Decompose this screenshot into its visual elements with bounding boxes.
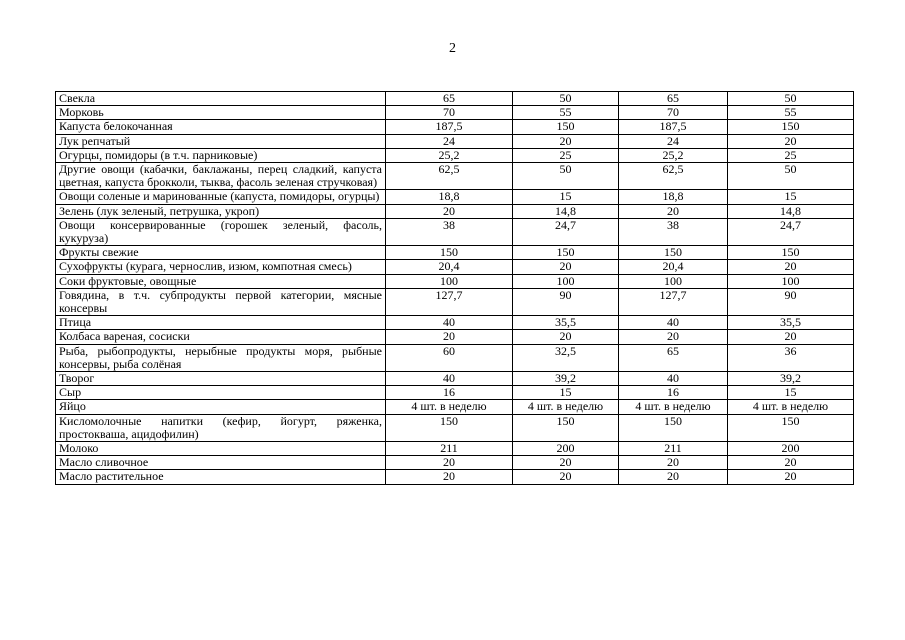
- norm-value-cell: 100: [513, 274, 619, 288]
- norm-value-cell: 20: [513, 456, 619, 470]
- norm-value-cell: 150: [728, 414, 854, 441]
- table-row: [56, 442, 854, 456]
- norm-value-cell: 65: [619, 92, 728, 106]
- norm-value-cell: 150: [386, 414, 513, 441]
- norm-value-cell: 90: [513, 288, 619, 315]
- norm-value-cell: 20: [728, 330, 854, 344]
- table-row: [56, 372, 854, 386]
- norm-value-cell: 4 шт. в неделю: [386, 400, 513, 414]
- norm-value-cell: 20: [513, 260, 619, 274]
- norm-value-cell: 127,7: [619, 288, 728, 315]
- norm-value-cell: 15: [728, 386, 854, 400]
- table-row: [56, 316, 854, 330]
- norm-value-cell: 211: [619, 442, 728, 456]
- product-name-cell: Овощи консервированные (горошек зеленый, фасоль, кукуруза): [56, 218, 386, 245]
- page-number: 2: [449, 41, 456, 56]
- table-row: [56, 400, 854, 414]
- norm-value-cell: 20: [386, 330, 513, 344]
- norm-value-cell: 39,2: [513, 372, 619, 386]
- table-row: [56, 204, 854, 218]
- norm-value-cell: 20: [513, 134, 619, 148]
- table-row: [56, 414, 854, 441]
- product-name-cell: Говядина, в т.ч. субпродукты первой категории, мясные консервы: [56, 288, 386, 315]
- table-row: [56, 344, 854, 371]
- product-name-cell: Творог: [56, 372, 386, 386]
- table-row: [56, 218, 854, 245]
- product-name-cell: Масло растительное: [56, 470, 386, 484]
- norm-value-cell: 38: [619, 218, 728, 245]
- norm-value-cell: 24: [619, 134, 728, 148]
- norm-value-cell: 100: [619, 274, 728, 288]
- norm-value-cell: 187,5: [386, 120, 513, 134]
- norm-value-cell: 40: [386, 372, 513, 386]
- norm-value-cell: 150: [728, 246, 854, 260]
- norm-value-cell: 24,7: [728, 218, 854, 245]
- norm-value-cell: 16: [619, 386, 728, 400]
- norm-value-cell: 20: [728, 134, 854, 148]
- norm-value-cell: 4 шт. в неделю: [728, 400, 854, 414]
- product-name-cell: Колбаса вареная, сосиски: [56, 330, 386, 344]
- food-norms-table: [55, 91, 854, 485]
- table-row: [56, 456, 854, 470]
- norm-value-cell: 20: [513, 470, 619, 484]
- norm-value-cell: 18,8: [386, 190, 513, 204]
- norm-value-cell: 20: [728, 456, 854, 470]
- norm-value-cell: 39,2: [728, 372, 854, 386]
- norm-value-cell: 14,8: [513, 204, 619, 218]
- product-name-cell: Овощи соленые и маринованные (капуста, помидоры, огурцы): [56, 190, 386, 204]
- norm-value-cell: 32,5: [513, 344, 619, 371]
- norm-value-cell: 150: [619, 414, 728, 441]
- product-name-cell: Фрукты свежие: [56, 246, 386, 260]
- table-row: [56, 330, 854, 344]
- table-row: [56, 163, 854, 190]
- norm-value-cell: 36: [728, 344, 854, 371]
- norm-value-cell: 20,4: [386, 260, 513, 274]
- norm-value-cell: 200: [728, 442, 854, 456]
- product-name-cell: Сыр: [56, 386, 386, 400]
- norm-value-cell: 50: [513, 92, 619, 106]
- norm-value-cell: 20: [386, 456, 513, 470]
- table-row: [56, 134, 854, 148]
- norm-value-cell: 62,5: [386, 163, 513, 190]
- norm-value-cell: 150: [619, 246, 728, 260]
- norm-value-cell: 40: [619, 372, 728, 386]
- norm-value-cell: 35,5: [728, 316, 854, 330]
- norm-value-cell: 40: [619, 316, 728, 330]
- norm-value-cell: 25,2: [386, 148, 513, 162]
- product-name-cell: Кисломолочные напитки (кефир, йогурт, ряженка, простокваша, ацидофилин): [56, 414, 386, 441]
- norm-value-cell: 65: [619, 344, 728, 371]
- norm-value-cell: 20: [619, 204, 728, 218]
- norm-value-cell: 100: [728, 274, 854, 288]
- norm-value-cell: 20: [728, 470, 854, 484]
- table-body: [56, 92, 854, 485]
- product-name-cell: Соки фруктовые, овощные: [56, 274, 386, 288]
- norm-value-cell: 20: [619, 470, 728, 484]
- norm-value-cell: 50: [728, 92, 854, 106]
- norm-value-cell: 15: [513, 386, 619, 400]
- norm-value-cell: 20,4: [619, 260, 728, 274]
- norm-value-cell: 150: [513, 246, 619, 260]
- norm-value-cell: 25: [728, 148, 854, 162]
- norm-value-cell: 15: [513, 190, 619, 204]
- norm-value-cell: 20: [619, 456, 728, 470]
- norm-value-cell: 150: [386, 246, 513, 260]
- norm-value-cell: 38: [386, 218, 513, 245]
- product-name-cell: Яйцо: [56, 400, 386, 414]
- product-name-cell: Рыба, рыбопродукты, нерыбные продукты моря, рыбные консервы, рыба солёная: [56, 344, 386, 371]
- norm-value-cell: 150: [728, 120, 854, 134]
- product-name-cell: Птица: [56, 316, 386, 330]
- product-name-cell: Свекла: [56, 92, 386, 106]
- norm-value-cell: 16: [386, 386, 513, 400]
- table-row: [56, 120, 854, 134]
- table-row: [56, 190, 854, 204]
- norm-value-cell: 20: [386, 470, 513, 484]
- norm-value-cell: 50: [728, 163, 854, 190]
- table-row: [56, 148, 854, 162]
- norm-value-cell: 150: [513, 120, 619, 134]
- norm-value-cell: 20: [386, 204, 513, 218]
- norm-value-cell: 40: [386, 316, 513, 330]
- norm-value-cell: 70: [386, 106, 513, 120]
- product-name-cell: Зелень (лук зеленый, петрушка, укроп): [56, 204, 386, 218]
- table-row: [56, 92, 854, 106]
- norm-value-cell: 24,7: [513, 218, 619, 245]
- norm-value-cell: 100: [386, 274, 513, 288]
- norm-value-cell: 35,5: [513, 316, 619, 330]
- product-name-cell: Другие овощи (кабачки, баклажаны, перец сладкий, капуста цветная, капуста брокколи, тыква, фасоль зеленая стручковая): [56, 163, 386, 190]
- norm-value-cell: 211: [386, 442, 513, 456]
- product-name-cell: Морковь: [56, 106, 386, 120]
- table-row: [56, 274, 854, 288]
- norm-value-cell: 20: [619, 330, 728, 344]
- product-name-cell: Огурцы, помидоры (в т.ч. парниковые): [56, 148, 386, 162]
- norm-value-cell: 20: [728, 260, 854, 274]
- norm-value-cell: 62,5: [619, 163, 728, 190]
- table-row: [56, 260, 854, 274]
- norm-value-cell: 25: [513, 148, 619, 162]
- norm-value-cell: 4 шт. в неделю: [619, 400, 728, 414]
- norm-value-cell: 25,2: [619, 148, 728, 162]
- product-name-cell: Капуста белокочанная: [56, 120, 386, 134]
- norm-value-cell: 55: [513, 106, 619, 120]
- table-row: [56, 246, 854, 260]
- norm-value-cell: 200: [513, 442, 619, 456]
- norm-value-cell: 15: [728, 190, 854, 204]
- norm-value-cell: 24: [386, 134, 513, 148]
- product-name-cell: Сухофрукты (курага, чернослив, изюм, компотная смесь): [56, 260, 386, 274]
- table-row: [56, 106, 854, 120]
- table-row: [56, 386, 854, 400]
- norm-value-cell: 187,5: [619, 120, 728, 134]
- norm-value-cell: 70: [619, 106, 728, 120]
- norm-value-cell: 14,8: [728, 204, 854, 218]
- norm-value-cell: 4 шт. в неделю: [513, 400, 619, 414]
- table-row: [56, 288, 854, 315]
- norm-value-cell: 20: [513, 330, 619, 344]
- norm-value-cell: 55: [728, 106, 854, 120]
- norm-value-cell: 65: [386, 92, 513, 106]
- table-row: [56, 470, 854, 484]
- norm-value-cell: 150: [513, 414, 619, 441]
- norm-value-cell: 50: [513, 163, 619, 190]
- product-name-cell: Лук репчатый: [56, 134, 386, 148]
- norm-value-cell: 18,8: [619, 190, 728, 204]
- norm-value-cell: 90: [728, 288, 854, 315]
- product-name-cell: Масло сливочное: [56, 456, 386, 470]
- product-name-cell: Молоко: [56, 442, 386, 456]
- norm-value-cell: 127,7: [386, 288, 513, 315]
- norm-value-cell: 60: [386, 344, 513, 371]
